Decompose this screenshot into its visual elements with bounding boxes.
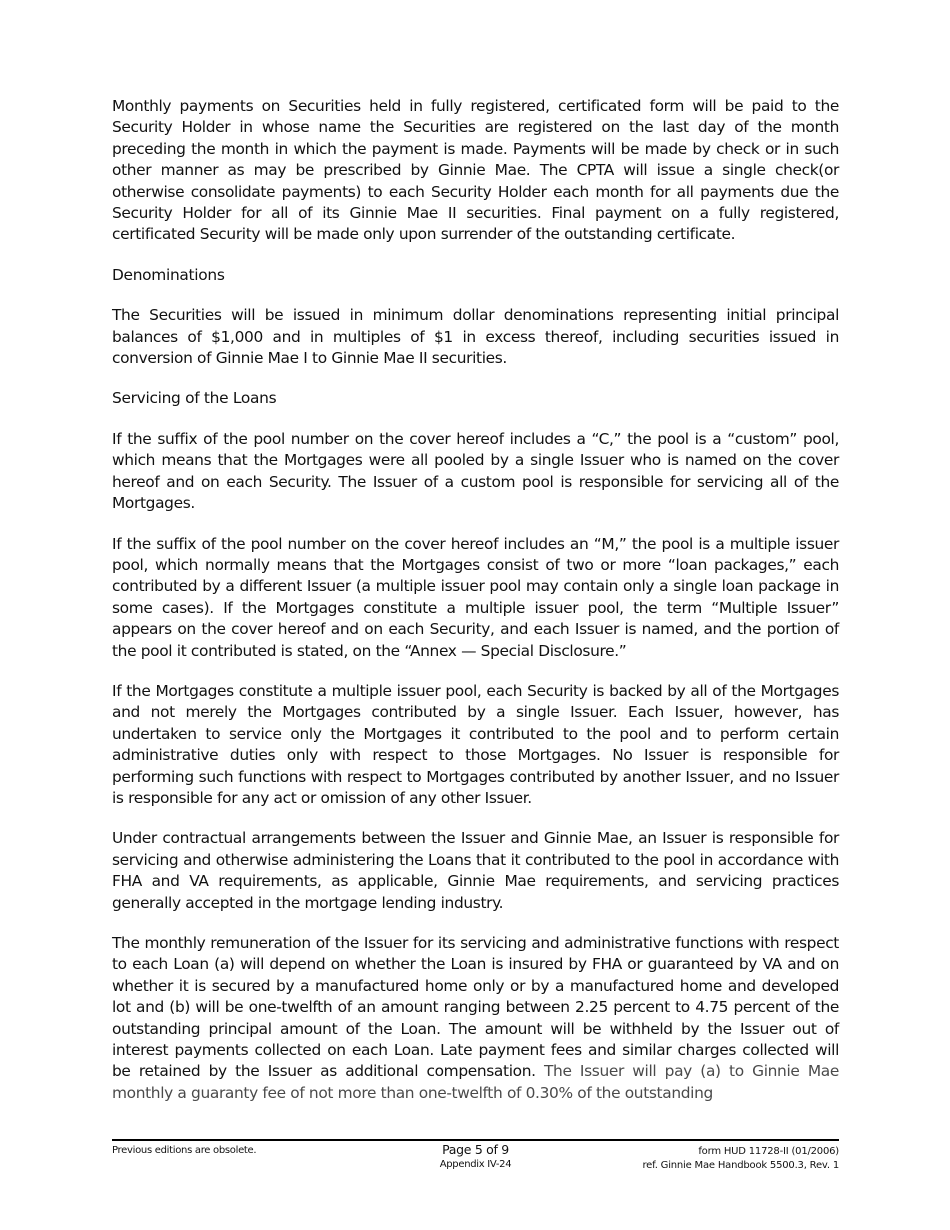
handbook-reference: ref. Ginnie Mae Handbook 5500.3, Rev. 1 — [642, 1160, 839, 1171]
paragraph-payments: Monthly payments on Securities held in fully registered, certificated form will be paid to the Security Holder in whose name the Securities are registered on the last day of the month preceding the month in which the payment is made. Payments will be made by check or in such other manner as may be prescribed by Ginnie Mae. The CPTA will issue a single check(or otherwise consolidate payments) to each Security Holder each month for all payments due the Security Holder for all of its Ginnie Mae II securities. Final payment on a fully registered, certificated Security will be made only upon surrender of the outstanding certificate. — [112, 97, 839, 244]
heading-servicing: Servicing of the Loans — [112, 389, 277, 408]
form-number: form HUD 11728-II (01/2006) — [698, 1146, 839, 1157]
remuneration-text-continued: The Issuer will pay (a) to Ginnie Mae monthly a guaranty fee of not more than one-twelfth of 0.30% of the outstanding — [112, 1062, 839, 1102]
footer-obsolete-note: Previous editions are obsolete. — [112, 1145, 257, 1156]
footer-form-info — [642, 1145, 839, 1173]
remuneration-text: The monthly remuneration of the Issuer for its servicing and administrative functions with respect to each Loan (a) will depend on whether the Loan is insured by FHA or guaranteed by VA and on whether it is secured by a manufactured home only or by a manufactured home and developed lot and (b) will be one-twelfth of an amount ranging between 2.25 percent to 4.75 percent of the outstanding principal amount of the Loan. The amount will be withheld by the Issuer out of interest payments collected on each Loan. Late payment fees and similar charges collected will be retained by the Issuer as additional compensation. — [112, 934, 839, 1081]
page-footer — [112, 1142, 839, 1182]
paragraph-custom-pool: If the suffix of the pool number on the cover hereof includes a “C,” the pool is a “custom” pool, which means that the Mortgages were all pooled by a single Issuer who is named on the cover hereof and on each Security. The Issuer of a custom pool is responsible for servicing all of the Mortgages. — [112, 429, 839, 513]
paragraph-remuneration — [112, 933, 839, 1104]
page-number: Page 5 of 9 — [442, 1142, 509, 1157]
footer-divider — [112, 1139, 839, 1141]
paragraph-multiple-issuer-pool: If the suffix of the pool number on the cover hereof includes an “M,” the pool is a multiple issuer pool, which normally means that the Mortgages consist of two or more “loan packages,” each contributed by a different Issuer (a multiple issuer pool may contain only a single loan package in some cases). If the Mortgages constitute a multiple issuer pool, the term “Multiple Issuer” appears on the cover hereof and on each Security, and each Issuer is named, and the portion of the pool it contributed is stated, on the “Annex — Special Disclosure.” — [112, 534, 839, 660]
heading-denominations: Denominations — [112, 265, 225, 284]
document-body — [112, 96, 839, 1123]
paragraph-multiple-issuer-backing: If the Mortgages constitute a multiple issuer pool, each Security is backed by all of the Mortgages and not merely the Mortgages contributed by a single Issuer. Each Issuer, however, has undertaken to service only the Mortgages it contributed to the pool and to perform certain administrative duties only with respect to those Mortgages. No Issuer is responsible for performing such functions with respect to Mortgages contributed by another Issuer, and no Issuer is responsible for any act or omission of any other Issuer. — [112, 681, 839, 807]
paragraph-denominations: The Securities will be issued in minimum dollar denominations representing initial principal balances of $1,000 and in multiples of $1 in excess thereof, including securities issued in conversion of Ginnie Mae I to Ginnie Mae II securities. — [112, 306, 839, 368]
paragraph-contractual-arrangements: Under contractual arrangements between the Issuer and Ginnie Mae, an Issuer is responsible for servicing and otherwise administering the Loans that it contributed to the pool in accordance with FHA and VA requirements, as applicable, Ginnie Mae requirements, and servicing practices generally accepted in the mortgage lending industry. — [112, 829, 839, 912]
appendix-label: Appendix IV-24 — [439, 1159, 512, 1170]
